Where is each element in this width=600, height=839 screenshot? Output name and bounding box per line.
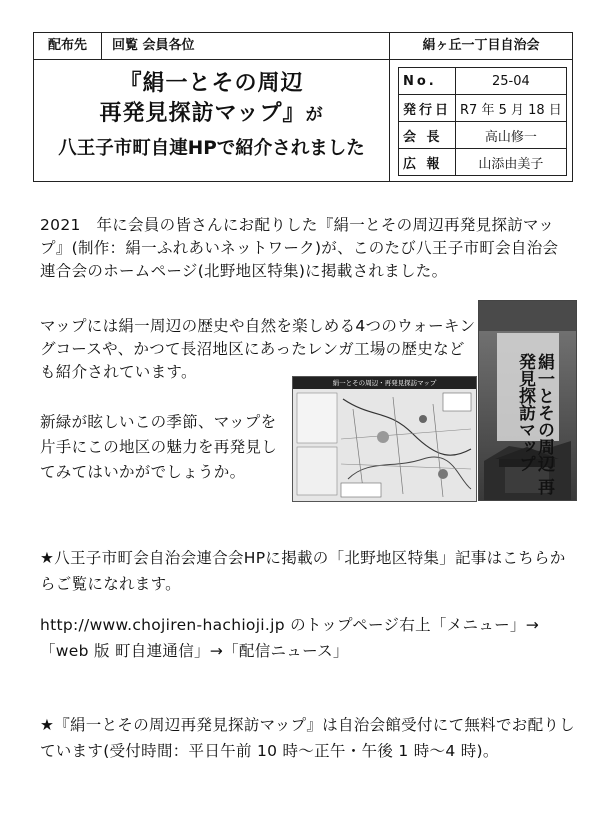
meta-row bbox=[399, 68, 567, 95]
headline bbox=[34, 61, 389, 181]
website-note-paragraph: ★八王子市町会自治会連合会HPに掲載の「北野地区特集」記事はこちらからご覧になれます。 bbox=[40, 549, 566, 593]
meta-value: 25-04 bbox=[456, 68, 567, 95]
meta-key: 会 長 bbox=[399, 122, 456, 149]
meta-key: 発行日 bbox=[399, 95, 456, 122]
header-meta-box bbox=[390, 32, 573, 182]
meta-value: 高山修一 bbox=[456, 122, 567, 149]
header-title-box bbox=[33, 32, 390, 182]
headline-line-2-suffix: が bbox=[305, 105, 324, 125]
meta-key: No. bbox=[399, 68, 456, 95]
headline-line-2 bbox=[34, 99, 389, 130]
association-name: 絹ヶ丘一丁目自治会 bbox=[390, 33, 572, 60]
meta-value: R7 年 5 月 18 日 bbox=[456, 95, 567, 122]
meta-row bbox=[399, 149, 567, 176]
map-photo-header: 絹一とその周辺・再発見探訪マップ bbox=[293, 377, 476, 389]
meta-row bbox=[399, 122, 567, 149]
distribution-note-paragraph: ★『絹一とその周辺再発見探訪マップ』は自治会館受付にて無料でお配りしています(受付時間：平日午前 10 時〜正午・午後 1 時〜4 時)。 bbox=[40, 716, 575, 760]
website-navigation-path: http://www.chojiren-hachioji.jp のトップページ右上「メニュー」→「web 版 町自連通信」→「配信ニュース」 bbox=[40, 616, 540, 660]
cover-title: 絹一とその周辺 再発見探訪マップ bbox=[515, 353, 554, 495]
intro-paragraph: 2021 年に会員の皆さんにお配りした『絹一とその周辺再発見探訪マップ』(制作：絹一ふれあいネットワーク)が、このたび八王子市町会自治会連合会のホームページ(北野地区特集)に掲載されました。 bbox=[40, 216, 559, 280]
headline-line-3: 八王子市町自連HPで紹介されました bbox=[58, 138, 365, 159]
distribution-value: 回覧 会員各位 bbox=[112, 38, 195, 53]
map-description-paragraph: マップには絹一周辺の歴史や自然を楽しめる4つのウォーキングコースや、かつて長沼地区にあったレンガ工場の歴史なども紹介されています。 bbox=[40, 317, 476, 381]
headline-line-2-text: 再発見探訪マップ』 bbox=[99, 101, 306, 126]
invitation-paragraph: 新緑が眩しいこの季節、マップを片手にこの地区の魅力を再発見してみてはいかがでしょうか。 bbox=[40, 413, 278, 481]
distribution-label: 配布先 bbox=[34, 33, 102, 59]
meta-key: 広 報 bbox=[399, 149, 456, 176]
meta-row bbox=[399, 95, 567, 122]
meta-value: 山添由美子 bbox=[456, 149, 567, 176]
map-illustration bbox=[293, 389, 476, 501]
distribution-row bbox=[34, 33, 389, 60]
headline-line-1: 『絹一とその周辺 bbox=[119, 71, 304, 96]
map-cover-photo bbox=[478, 300, 577, 501]
meta-table bbox=[398, 67, 567, 176]
map-photo bbox=[292, 376, 477, 502]
